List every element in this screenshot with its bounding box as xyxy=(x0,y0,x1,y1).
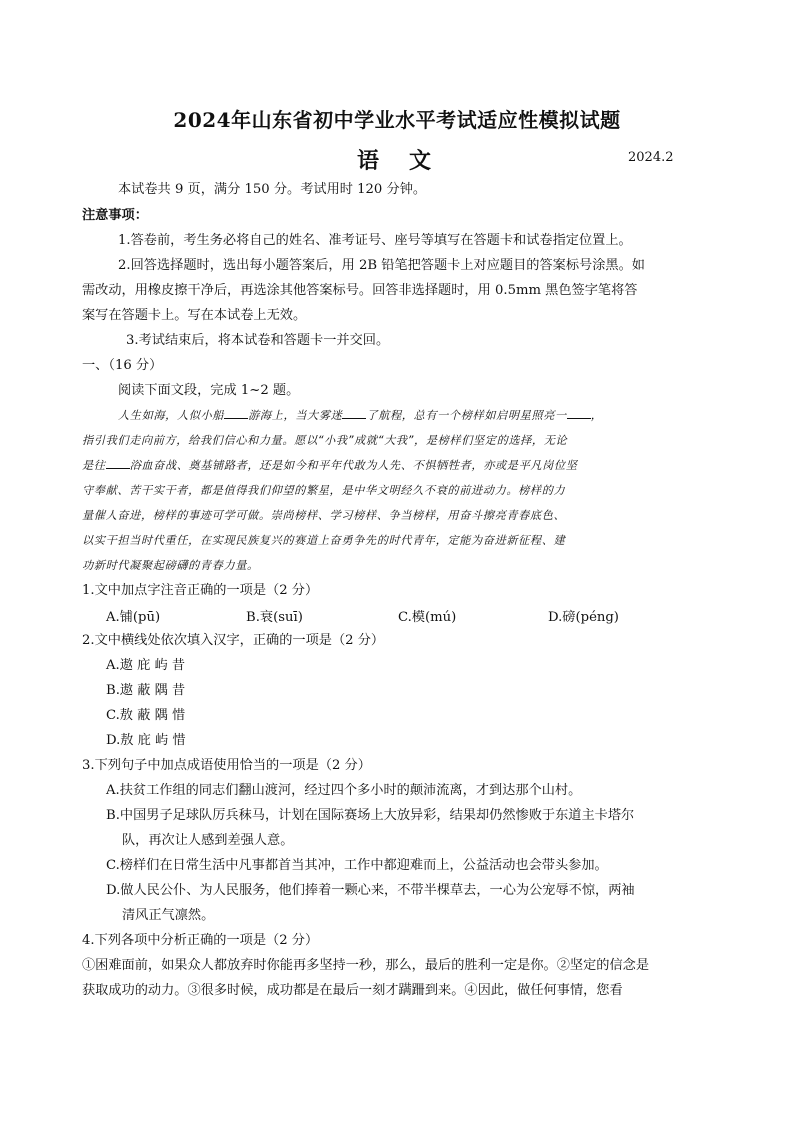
fill-blank-1 xyxy=(224,407,248,419)
passage-text: 人生如海，人似小船 xyxy=(118,409,225,422)
fill-blank-3 xyxy=(567,407,591,419)
passage-text: ， xyxy=(590,409,603,422)
notice-item-3: 3.考试结束后，将本试卷和答题卡一并交回。 xyxy=(126,333,390,348)
notice-item-2b: 需改动，用橡皮擦干净后，再选涂其他答案标号。回答非选择题时，用 0.5mm 黑色签字笔将答 xyxy=(82,283,638,298)
passage-line-7: 功新时代凝聚起磅礴的青春力量。 xyxy=(82,559,259,572)
q3-option-a: A.扶贫工作组的同志们翻山渡河，经过四个多小时的颠沛流离，才到达那个山村。 xyxy=(106,783,582,798)
q2-option-d: D.敖 庇 屿 惜 xyxy=(106,733,186,748)
passage-line-2: 指引我们走向前方，给我们信心和力量。愿以“小我”成就“大我”，是榜样们坚定的选择，无论 xyxy=(82,434,568,447)
q3-option-d-line-2: 清风正气凛然。 xyxy=(122,908,215,923)
q2-option-c: C.敖 蔽 隅 惜 xyxy=(106,708,186,723)
exam-intro: 本试卷共 9 页，满分 150 分。考试用时 120 分钟。 xyxy=(118,182,427,197)
notice-item-2c: 案写在答题卡上。写在本试卷上无效。 xyxy=(82,308,307,323)
section-1-heading: 一、（16 分） xyxy=(82,358,163,373)
question-1-stem: 1.文中加点字注音正确的一项是（2 分） xyxy=(82,583,319,598)
q2-option-b: B.遨 蔽 隅 昔 xyxy=(106,683,186,698)
passage-line-1 xyxy=(118,406,714,426)
notice-item-1: 1.答卷前，考生务必将自己的姓名、准考证号、座号等填写在答题卡和试卷指定位置上。 xyxy=(118,233,632,248)
passage-text: 浴血奋战、奠基铺路者，还是如今和平年代敢为人先、不惧牺牲者，亦或是平凡岗位坚 xyxy=(129,459,578,472)
notice-heading: 注意事项： xyxy=(82,208,148,223)
passage-text: 是往 xyxy=(82,459,106,472)
fill-blank-4 xyxy=(106,457,130,469)
q1-option-c: C.模(mú) xyxy=(398,610,457,625)
passage-line-5: 量催人奋进，榜样的事迹可学可做。崇尚榜样、学习榜样、争当榜样，用奋斗擦亮青春底色、 xyxy=(82,509,566,522)
q1-option-a: A.铺(pū) xyxy=(106,610,161,625)
passage-line-4: 守奉献、苦干实干者，都是值得我们仰望的繁星，是中华文明经久不衰的前进动力。榜样的力 xyxy=(82,484,566,497)
q3-option-b-line-2: 队，再次让人感到差强人意。 xyxy=(122,833,294,848)
notice-item-2a: 2.回答选择题时，选出每小题答案后，用 2B 铅笔把答题卡上对应题目的答案标号涂黑。如 xyxy=(118,258,645,273)
exam-date: 2024.2 xyxy=(628,150,674,165)
question-2-stem: 2.文中横线处依次填入汉字，正确的一项是（2 分） xyxy=(82,633,385,648)
q1-option-d: D.磅(péng) xyxy=(548,610,619,625)
exam-title: 2024年山东省初中学业水平考试适应性模拟试题 xyxy=(173,108,621,132)
fill-blank-2 xyxy=(342,407,366,419)
passage-text: 游海上，当大雾迷 xyxy=(248,409,343,422)
passage-text: 了航程，总有一个榜样如启明星照亮一 xyxy=(366,409,567,422)
q3-option-c: C.榜样们在日常生活中凡事都首当其冲，工作中都迎难而上，公益活动也会带头参加。 xyxy=(106,858,608,873)
question-4-stem: 4.下列各项中分析正确的一项是（2 分） xyxy=(82,933,319,948)
section-1-instruction: 阅读下面文段，完成 1~2 题。 xyxy=(118,383,300,398)
q3-option-b-line-1: B.中国男子足球队厉兵秣马，计划在国际赛场上大放异彩，结果却仍然惨败于东道主卡塔尔 xyxy=(106,808,635,823)
passage-line-6: 以实干担当时代重任，在实现民族复兴的赛道上奋勇争先的时代青年，定能为奋进新征程、建 xyxy=(82,534,566,547)
question-3-stem: 3.下列句子中加点成语使用恰当的一项是（2 分） xyxy=(82,758,371,773)
q4-text-line-2: 获取成功的动力。③很多时候，成功都是在最后一刻才蹒跚到来。④因此，做任何事情，您看 xyxy=(82,983,623,998)
passage-line-3 xyxy=(82,456,714,476)
q4-text-line-1: ①困难面前，如果众人都放弃时你能再多坚持一秒，那么，最后的胜利一定是你。②坚定的信念是 xyxy=(82,958,650,973)
q2-option-a: A.遨 庇 屿 昔 xyxy=(106,658,186,673)
q1-option-b: B.衰(suī) xyxy=(246,610,303,625)
subject-title: 语文 xyxy=(357,148,462,174)
q3-option-d-line-1: D.做人民公仆、为人民服务，他们捧着一颗心来，不带半棵草去，一心为公宠辱不惊，两袖 xyxy=(106,883,635,898)
